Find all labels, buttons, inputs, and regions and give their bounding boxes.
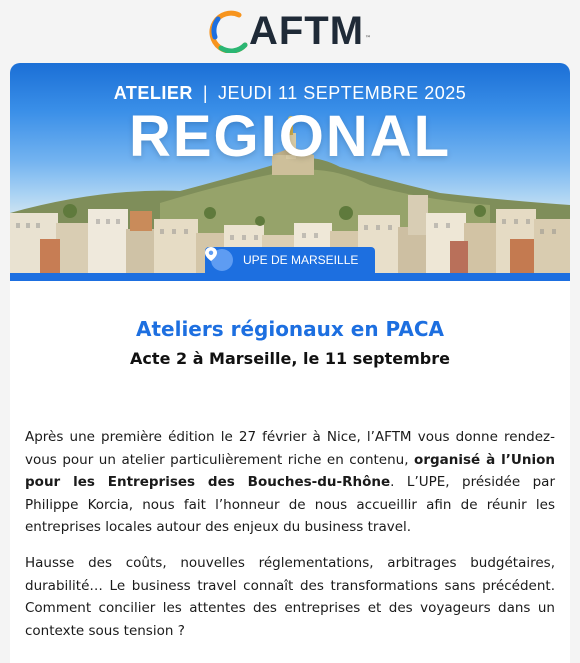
hero-accent-band xyxy=(10,273,570,281)
article-paragraph-2: Hausse des coûts, nouvelles réglementations, arbitrages budgétaires, durabilité… Le business travel connaît des transformations sans précédent. Comment concilier les attentes des entreprises et des voyageurs dans un contexte sous tension ? xyxy=(25,555,555,639)
aftm-logo[interactable] xyxy=(209,9,371,54)
hero-event-date: JEUDI 11 SEPTEMBRE 2025 xyxy=(218,83,467,103)
article-subheading: Acte 2 à Marseille, le 11 septembre xyxy=(130,349,450,368)
paragraph-1-text-b: . L’UPE, présidée par Philippe Korcia, nous fait l’honneur de nous accueillir afin de réunir les entreprises locales autour des enjeux du business travel. xyxy=(25,474,556,535)
hero-event-type: ATELIER xyxy=(113,83,193,103)
hero-banner[interactable] xyxy=(10,63,570,281)
hero-event-line xyxy=(10,83,570,104)
aftm-logo-mark-icon xyxy=(209,9,253,53)
article-content xyxy=(10,317,570,642)
paragraph-1-bold-text: organisé à l’Union pour les Entreprises des Bouches-du-Rhône xyxy=(25,451,555,490)
article-heading: Ateliers régionaux en PACA xyxy=(135,317,444,341)
article-paragraph-1 xyxy=(25,426,555,539)
map-pin-icon xyxy=(211,249,233,271)
newsletter-card xyxy=(10,63,570,663)
header-logo-bar xyxy=(0,0,580,62)
location-label: UPE DE MARSEILLE xyxy=(243,253,359,267)
location-pin-wrapper xyxy=(209,247,235,273)
location-badge xyxy=(205,247,375,273)
logo-wordmark: AFTM xyxy=(248,8,365,53)
hero-separator: | xyxy=(202,83,209,103)
logo-trademark: ™ xyxy=(365,34,372,42)
hero-title: REGIONAL xyxy=(128,104,452,169)
paragraph-1-text-a: Après une première édition le 27 février à Nice, l’AFTM vous donne rendez-vous pour un atelier particulièrement riche en contenu, xyxy=(25,429,555,468)
